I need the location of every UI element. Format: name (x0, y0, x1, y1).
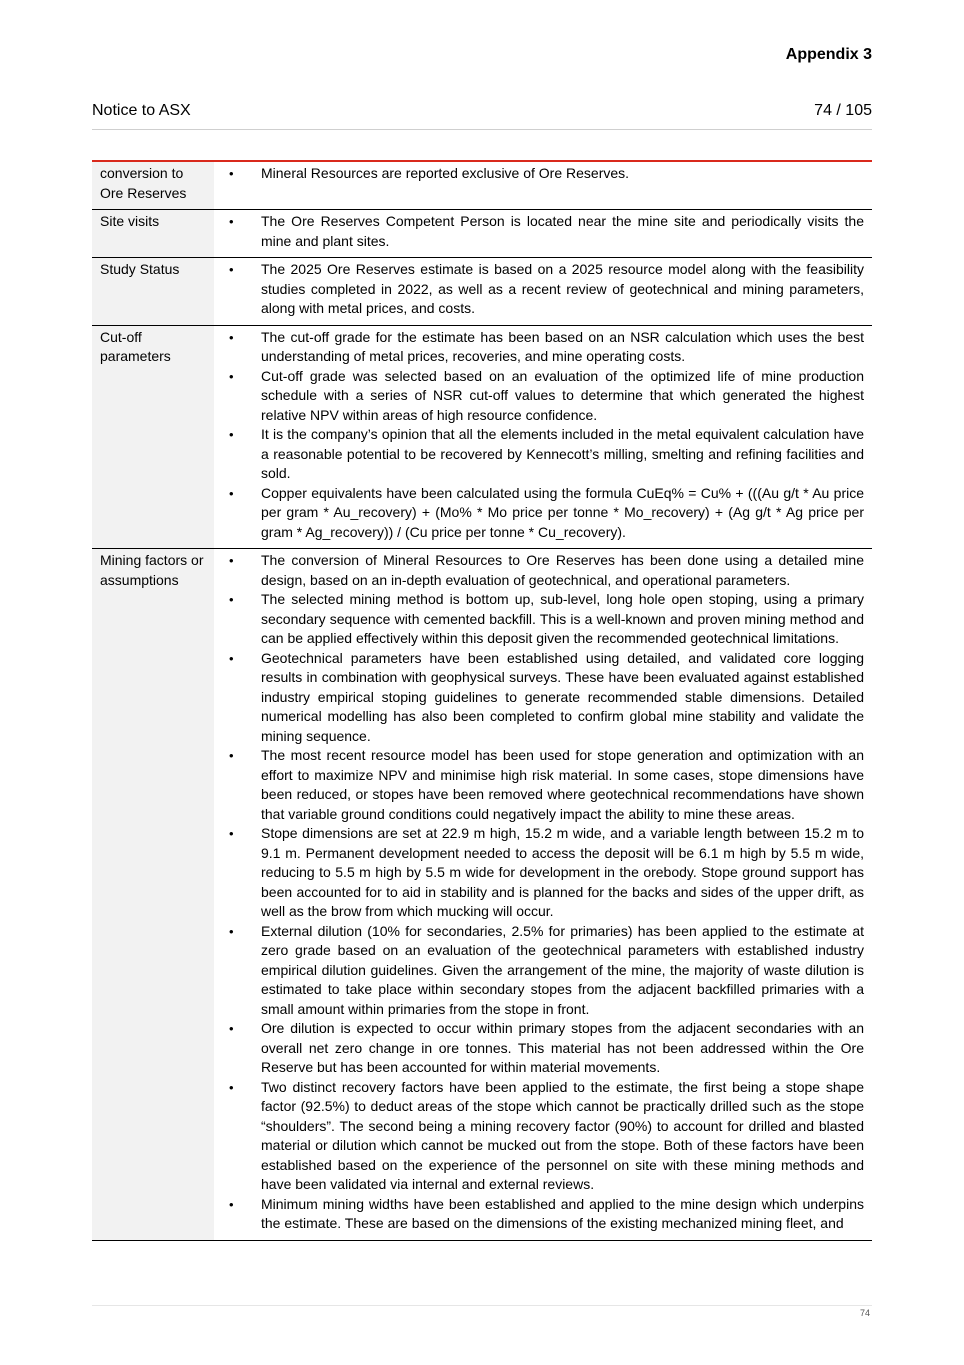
bullet-text: Copper equivalents have been calculated using the formula CuEq% = Cu% + (((Au g/t * Au price per gram * Au_recovery) + (Mo% * Mo price per tonne * Mo_recovery) + (Ag g/t * Ag price per gram * Ag_recovery)) / (Cu price per tonne * Cu_recovery). (261, 484, 864, 540)
bullet-icon: • (229, 1196, 234, 1212)
bullet-icon: • (229, 923, 234, 939)
bullet-text: Minimum mining widths have been established and applied to the mine design which underpins the estimate. These are based on the dimensions of the existing mechanized mining fleet, and (261, 1195, 864, 1231)
list-item (214, 328, 864, 367)
bullet-text: It is the company’s opinion that all the elements included in the metal equivalent calculation have a reasonable potential to be recovered by Kennecott’s milling, smelting and refining facilities and sold. (261, 426, 864, 481)
list-item (214, 164, 864, 184)
bullet-text: The Ore Reserves Competent Person is located near the mine site and periodically visits the mine and plant sites. (261, 213, 864, 249)
bullet-text: The 2025 Ore Reserves estimate is based on a 2025 resource model along with the feasibility studies completed in 2022, as well as a recent review of geotechnical and mining parameters, along with metal prices, and costs. (261, 261, 864, 316)
bullet-text: The conversion of Mineral Resources to Ore Reserves has been done using a detailed mine design, based on an in-depth evaluation of geotechnical, and operational parameters. (261, 552, 864, 588)
bullet-text: The selected mining method is bottom up, sub-level, long hole open stoping, using a primary secondary sequence with cemented backfill. This is a well-known and proven mining method and can be applied effectively within this deposit given the recommended geotechnical limitations. (261, 591, 864, 646)
bullet-text: Geotechnical parameters have been established using detailed, and validated core logging results in combination with geophysical surveys. These have been evaluated against established industry empirical stoping guidelines to generate recommended stable dimensions. Detailed numerical modelling has also been completed to confirm global mine stability and validate the mining sequence. (261, 649, 864, 744)
bullet-list (214, 551, 864, 1234)
bullet-text: External dilution (10% for secondaries, 2.5% for primaries) has been applied to the estimate at zero grade based on an evaluation of the geotechnical parameters with established industry empirical dilution guidelines. Given the arrangement of the mine, the majority of waste dilution is estimated to take place within secondary stopes from the adjacent backfilled primaries with a small amount within primaries from the stope in front. (261, 922, 864, 1017)
bullet-text: Mineral Resources are reported exclusive of Ore Reserves. (261, 165, 630, 181)
list-item (214, 212, 864, 251)
row-content (214, 258, 872, 325)
page-counter: 74 / 105 (814, 102, 872, 119)
list-item (214, 1078, 864, 1195)
bullet-list (214, 328, 864, 543)
bullet-icon: • (229, 553, 234, 568)
bullet-icon: • (229, 650, 234, 666)
row-label: Mining factors or assumptions (92, 549, 214, 1240)
page-header (92, 101, 872, 130)
footer-divider (92, 1305, 872, 1306)
bullet-icon: • (229, 748, 234, 763)
table-row (92, 549, 872, 1241)
bullet-text: The most recent resource model has been used for stope generation and optimization with an effort to maximize NPV and minimise high risk material. In some cases, stope dimensions have been reduced, or stopes have been removed where geotechnical recommendations have shown that variable ground conditions could negatively impact the ability to mine these areas. (261, 747, 864, 822)
table-row (92, 258, 872, 326)
list-item (214, 425, 864, 484)
bullet-icon: • (229, 1021, 234, 1036)
table-row (92, 210, 872, 258)
list-item (214, 1019, 864, 1078)
bullet-icon: • (229, 485, 234, 501)
row-content (214, 210, 872, 257)
row-label: Cut-off parameters (92, 326, 214, 549)
bullet-list (214, 260, 864, 319)
bullet-icon: • (229, 262, 234, 277)
bullet-text: Cut-off grade was selected based on an evaluation of the optimized life of mine production schedule with a series of NSR cut-off values to determine that which generated the highest relative NPV within areas of high resource confidence. (261, 367, 864, 423)
list-item (214, 551, 864, 590)
jorc-table (92, 160, 872, 1241)
bullet-icon: • (229, 329, 234, 345)
bullet-text: Stope dimensions are set at 22.9 m high, 15.2 m wide, and a variable length between 15.2 m to 9.1 m. Permanent development needed to access the deposit will be 6.1 m high by 5.5 m wide, reducing to 5.5 m high by 5.5 m wide for development in the orebody. Stope ground support has been accounted for to aid in stability and is planned for the backs and sides of the upper drift, as well as the brow from which mucking will occur. (261, 825, 864, 919)
footer-page-number: 74 (859, 1308, 870, 1318)
bullet-icon: • (229, 826, 234, 841)
bullet-icon: • (229, 368, 234, 384)
list-item (214, 649, 864, 747)
bullet-icon: • (229, 1079, 234, 1095)
list-item (214, 922, 864, 1020)
row-content (214, 549, 872, 1240)
appendix-label: Appendix 3 (785, 46, 872, 63)
row-label: conversion to Ore Reserves (92, 162, 214, 209)
bullet-icon: • (229, 166, 234, 181)
bullet-icon: • (229, 214, 234, 229)
list-item (214, 824, 864, 922)
row-label: Study Status (92, 258, 214, 325)
table-row (92, 162, 872, 210)
row-content (214, 162, 872, 209)
bullet-text: The cut-off grade for the estimate has been based on an NSR calculation which uses the best understanding of metal prices, recoveries, and mine operating costs. (261, 328, 864, 364)
row-content (214, 326, 872, 549)
list-item (214, 367, 864, 426)
row-label: Site visits (92, 210, 214, 257)
list-item (214, 746, 864, 824)
bullet-text: Ore dilution is expected to occur within primary stopes from the adjacent secondaries with an overall net zero change in ore tonnes. This material has not been addressed within the Ore Reserve but has been accounted for within material movements. (261, 1020, 864, 1075)
list-item (214, 484, 864, 543)
table-row (92, 326, 872, 550)
bullet-icon: • (229, 427, 234, 442)
document-title: Notice to ASX (92, 102, 191, 119)
list-item (214, 590, 864, 649)
list-item (214, 1195, 864, 1234)
bullet-text: Two distinct recovery factors have been applied to the estimate, the first being a stope shape factor (92.5%) to deduct areas of the stope which cannot be practically drilled such as the stope “shoulders”. The second being a mining recovery factor (90%) to account for drilled and blasted material or dilution which cannot be mucked out from the stope. Both of these factors have been established based on the experience of the personnel on site with these mining methods and have been validated via internal and external reviews. (261, 1078, 864, 1192)
bullet-list (214, 212, 864, 251)
list-item (214, 260, 864, 319)
bullet-list (214, 164, 864, 184)
bullet-icon: • (229, 592, 234, 607)
